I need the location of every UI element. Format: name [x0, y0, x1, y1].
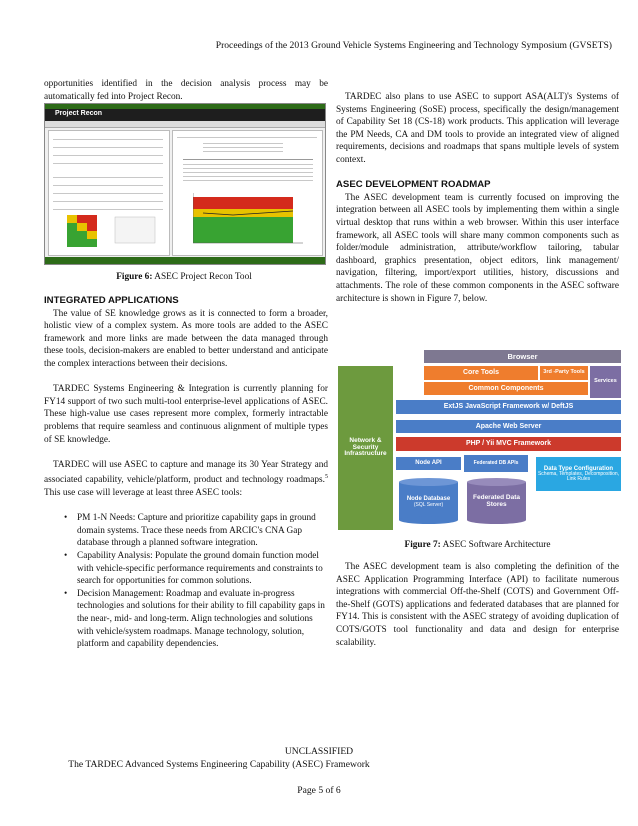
- tool-bullet-list: [44, 512, 328, 651]
- roadmap-heading: ASEC DEVELOPMENT ROADMAP: [336, 179, 491, 191]
- bullet-item: • Decision Management: Roadmap and evaluate in-progress technologies and solutions for their ability to fill capability gaps in the near-, mid- and long-term. Align technologies and solutions with vehicle/system roadmaps. Manage technology, solution, platform and capability dependencies.: [64, 588, 325, 650]
- screenshot-app-title: Project Recon: [55, 110, 103, 117]
- risk-matrix: [57, 215, 157, 251]
- extjs-framework-block: ExtJS JavaScript Framework w/ DeftJS: [396, 400, 621, 414]
- integrated-applications-heading: INTEGRATED APPLICATIONS: [44, 295, 179, 306]
- federated-data-stores-block: Federated Data Stores: [473, 494, 520, 508]
- php-yii-framework-block: PHP / Yii MVC Framework: [396, 437, 621, 451]
- core-tools-block: Core Tools: [424, 366, 538, 380]
- figure-7-caption: Figure 7: ASEC Software Architecture: [404, 540, 551, 550]
- classification-marking: UNCLASSIFIED: [284, 746, 354, 757]
- page-number: Page 5 of 6: [297, 785, 341, 796]
- figure-6-caption: Figure 6: ASEC Project Recon Tool: [116, 272, 252, 282]
- node-database-block: Node Database (SQL Server): [406, 496, 451, 508]
- screenshot-chart-pane: [172, 130, 323, 256]
- federated-db-apis-block: Federated DB APIs: [464, 455, 528, 472]
- roadmap-chart: [193, 189, 318, 251]
- roadmap-paragraph: The ASEC development team is currently focused on improving the integration between all ASEC tools by implementing them within a single virtual desktop that runs within a web browser. Within this user interface framework, all ASEC tools will share many common components such as folder/module administration, attribute/workflow tailoring, tabular dashboard, graphics presentation, object editors, link management/ navigation, filtering, import/export utilities, history, discussions and attachments. The role of these common components in the ASEC software architecture is shown in Figure 7, below.: [336, 192, 619, 304]
- integrated-paragraph-3: TARDEC will use ASEC to capture and manage its 30 Year Strategy and associated capability, vehicle/platform, product and technology roadmaps.$^5$ This use case will leverage at least three ASEC tools:: [44, 459, 328, 498]
- integrated-paragraph-2: TARDEC Systems Engineering & Integration is currently planning for FY14 support of two such multi-tool enterprise-level applications of ASEC. These high-value use cases represent more complex, formerly intractable problems that require seamless and continuous alignment of multiple types of SE knowledge.: [44, 384, 328, 445]
- api-paragraph: The ASEC development team is also completing the definition of the ASEC Application Programming Interface (API) to facilitate numerous integrations with commercial Off-the-Shelf (COTS) and Government Off-the-Shelf (GOTS) applications and federated databases that are planned for FY14. This is consistent with the ASEC strategy of avoiding duplication of COTS/GOTS tool functionality and data and design for enterprise scalability.: [336, 562, 619, 648]
- apache-web-server-block: Apache Web Server: [396, 420, 621, 433]
- node-api-block: Node API: [396, 457, 461, 470]
- left-body: [44, 295, 328, 651]
- screenshot-form-pane: [48, 130, 170, 256]
- screenshot-toolbar: [45, 121, 325, 128]
- services-block: Services: [590, 366, 621, 398]
- screenshot-bottom-bar: [45, 257, 325, 264]
- third-party-tools-block: 3rd -Party Tools: [540, 366, 588, 380]
- architecture-diagram: [336, 350, 626, 530]
- common-components-block: Common Components: [424, 382, 588, 395]
- bullet-item: • PM 1-N Needs: Capture and prioritize capability gaps in ground domain systems. Trace these needs from ARCIC's CNA Gap database through a planned software integration.: [64, 513, 316, 549]
- running-header: Proceedings of the 2013 Ground Vehicle Systems Engineering and Technology Symposium (GVSETS): [215, 40, 612, 51]
- right-body: [336, 91, 619, 305]
- sose-paragraph: TARDEC also plans to use ASEC to support ASA(ALT)'s Systems of Systems Engineering (SoSE) process, specifically the design/management of Capability Set 18 (CS-18) work products. This application will leverage the PM Needs, CA and DM tools to provide an integrated view of aligned requirements, decisions and roadmaps that spans multiple levels of system context.: [336, 92, 619, 165]
- screenshot-title-bar: [45, 109, 325, 121]
- integrated-paragraph-1: The value of SE knowledge grows as it is connected to form a broader, holistic view of a complex system. As more tools are added to the ASEC framework and more links are made between the data managed through these tools, decision-makers are enabled to better understand and anticipate the complex interactions between their decisions.: [44, 308, 328, 369]
- data-type-configuration-block: Data Type Configuration Schema, Templates, Decomposition, Link Rules: [536, 457, 621, 491]
- paper-title-footer: The TARDEC Advanced Systems Engineering Capability (ASEC) Framework: [68, 759, 370, 770]
- bullet-item: • Capability Analysis: Populate the ground domain function model with vehicle-specific performance requirements and constraints to search for opportunities for common solutions.: [64, 550, 323, 587]
- project-recon-screenshot: [44, 103, 326, 265]
- left-intro-paragraph: opportunities identified in the decision analysis process may be automatically fed into Project Recon.: [44, 79, 328, 102]
- browser-block: Browser: [424, 350, 621, 363]
- network-security-block: Network & Security Infrastructure: [338, 366, 393, 530]
